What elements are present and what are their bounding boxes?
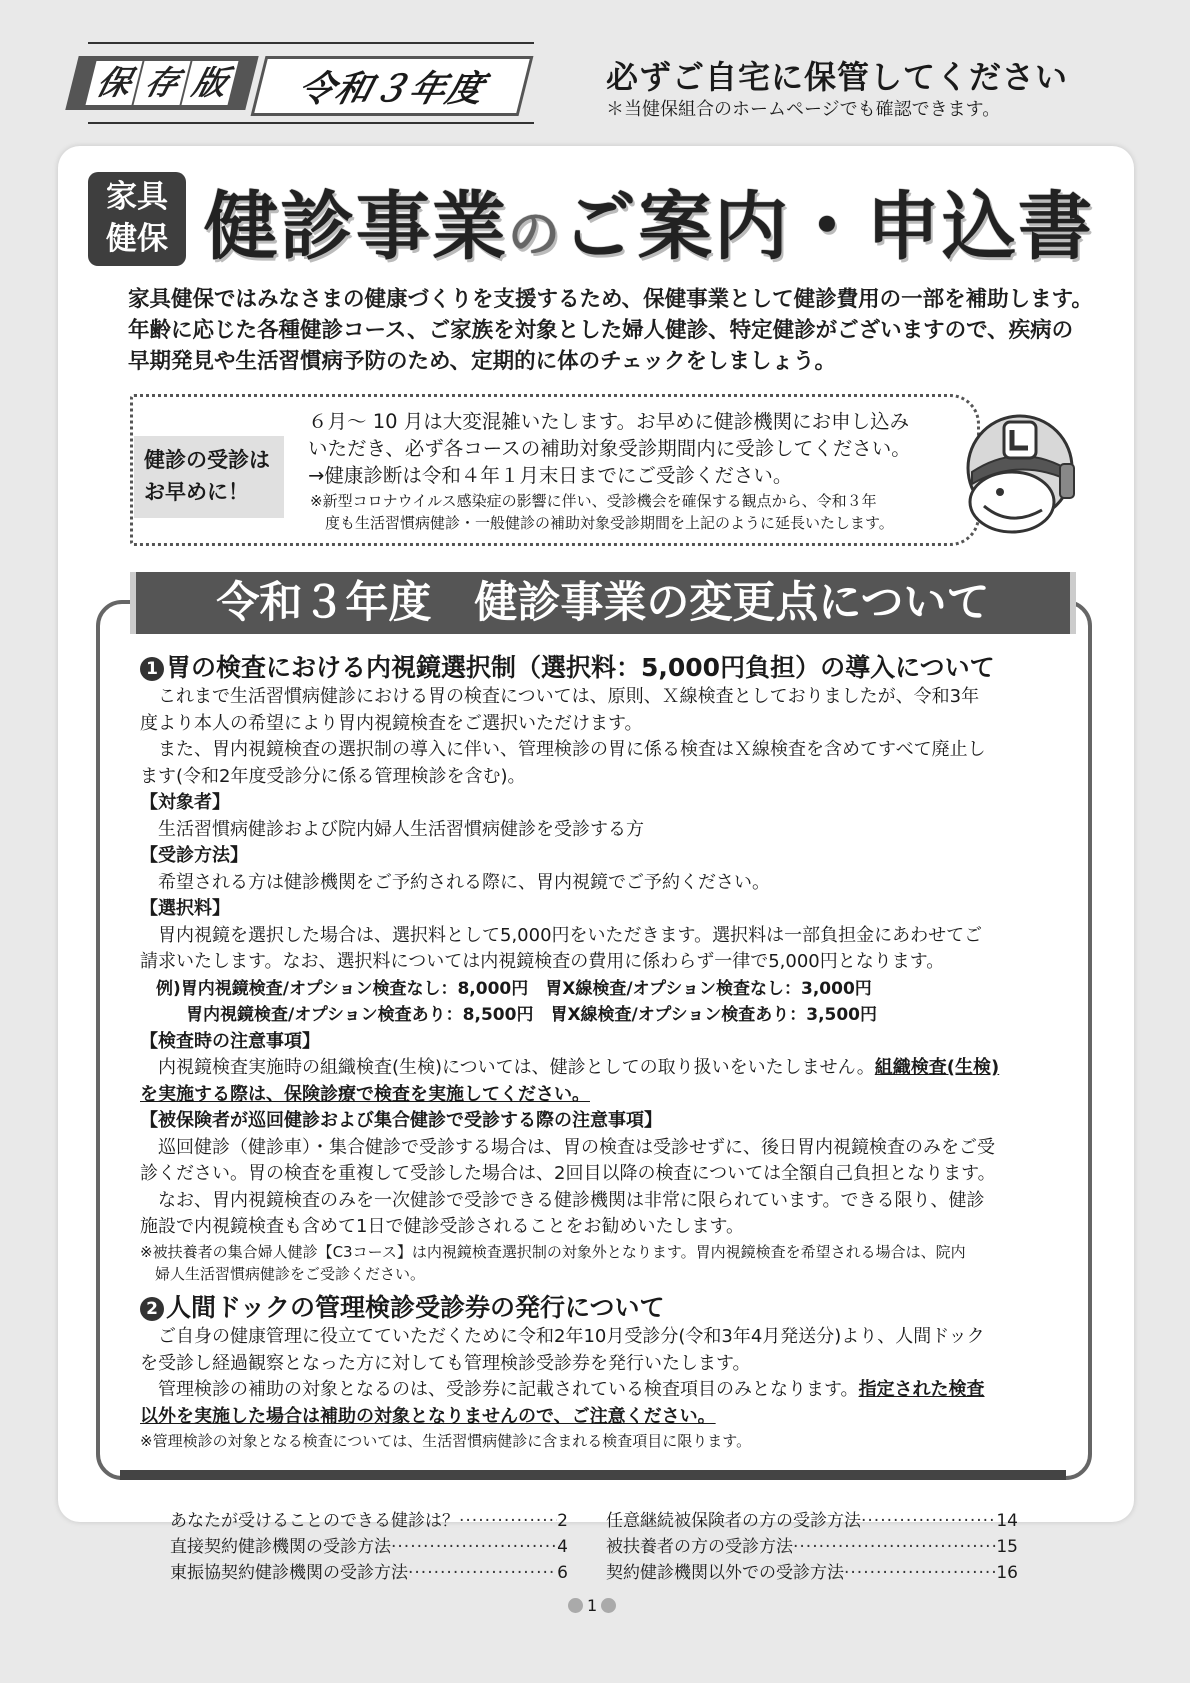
toc-leader [793,1534,996,1560]
page-title-particle: の [508,205,563,265]
section-1-body [140,684,999,1285]
body-line: これまで生活習慣病健診における胃の検査については、原則、Ｘ線検査としておりましたが、令和3年 [140,686,980,707]
toc-item[interactable] [606,1534,1018,1560]
toc-page: 6 [557,1563,568,1583]
page-title-part: 健診事業 [204,184,508,270]
tour-line: 診ください。胃の検査を重複して受診した場合は、2回目以降の検査については全額自己負担となります。 [140,1163,996,1184]
early-notice-label-line: 健診の受診は [144,448,270,472]
fee-heading: 【選択料】 [140,898,230,919]
toc-page: 4 [557,1537,568,1557]
toc-label: 契約健診機関以外での受診方法 [606,1563,844,1583]
toc-leader [408,1560,557,1586]
tour-heading: 【被保険者が巡回健診および集合健診で受診する際の注意事項】 [140,1110,662,1131]
tour-line: なお、胃内視鏡検査のみを一次健診で受診できる健診機関は非常に限られています。できる限り、健診 [140,1189,985,1211]
toc-page: 16 [996,1563,1018,1583]
caution-heading: 【検査時の注意事項】 [140,1030,320,1052]
intro-line: 家具健保ではみなさまの健康づくりを支援するため、保健事業として健診費用の一部を補助します。 [128,287,1093,312]
org-badge-line: 家具 [106,179,168,215]
toc-label: 被扶養者の方の受診方法 [606,1537,793,1557]
fee-example-line: 例)胃内視鏡検査/オプション検査なし：8,000円 胃X線検査/オプション検査なし：3,000円 [156,978,872,999]
toc-page: 14 [996,1511,1018,1531]
section-1-heading [140,648,995,684]
keep-edition-char: 存 [134,61,191,105]
section-2-heading [140,1288,665,1324]
page-dot [568,1598,583,1613]
toc-leader [391,1534,557,1560]
early-notice-line: いただき、必ず各コースの補助対象受診期間内に受診してください。 [308,437,911,460]
toc-item[interactable] [170,1508,568,1534]
early-notice-label-line: お早めに！ [144,480,249,504]
intro-line: 早期発見や生活習慣病予防のため、定期的に体のチェックをしましょう。 [128,349,836,374]
section-1-note: ※被扶養者の集合婦人健診【C3コース】は内視鏡検査選択制の対象外となります。胃内視鏡検査を希望される場合は、院内 [140,1242,966,1261]
tour-line: 巡回健診（健診車）・集合健診で受診する場合は、胃の検査は受診せずに、後日胃内視鏡検査のみをご受 [140,1136,995,1158]
section-1-heading-text: 胃の検査における内視鏡選択制（選択料：5,000円負担）の導入について [166,653,995,682]
toc-right [606,1508,1018,1586]
caution-emphasis: 組織検査(生検) [874,1057,1000,1078]
keep-edition-char: 版 [182,61,239,105]
toc-leader [459,1508,557,1534]
caution-emphasis: を実施する際は、保険診療で検査を実施してください。 [140,1083,590,1105]
early-notice-note [310,490,950,534]
body-line: 度より本人の希望により胃内視鏡検査をご選択いただけます。 [140,712,643,734]
keep-notice: 必ずご自宅に保管してください [606,58,1069,96]
toc-label: あなたが受けることのできる健診は？ [170,1511,459,1531]
tour-line: 施設で内視鏡検査も含めて1日で健診受診されることをお勧めいたします。 [140,1216,745,1237]
early-notice-line: →健康診断は令和４年１月末日までにご受診ください。 [308,464,793,487]
section-2-body [140,1324,985,1452]
fiscal-year-badge [251,56,534,116]
toc-page: 15 [996,1537,1018,1557]
section-number-badge: 2 [140,1297,164,1321]
method-text: 希望される方は健診機関をご予約される際に、胃内視鏡でご予約ください。 [140,871,770,893]
early-notice-note-line: 度も生活習慣病健診・一般健診の補助対象受診期間を上記のように延長いたします。 [310,514,894,532]
early-notice-line: ６月～ 10 月は大変混雑いたします。お早めに健診機関にお申し込み [308,410,910,433]
section-2-heading-text: 人間ドックの管理検診受診券の発行について [166,1293,665,1322]
toc-item[interactable] [170,1560,568,1586]
changes-title: 令和３年度 健診事業の変更点について [130,572,1076,634]
toc-label: 東振協契約健診機関の受診方法 [170,1563,408,1583]
fee-line: 胃内視鏡を選択した場合は、選択料として5,000円をいただきます。選択料は一部負担金にあわせてご [140,924,983,946]
keep-edition-char: 保 [86,61,143,105]
page-number-text: 1 [587,1596,598,1615]
early-notice-text [308,408,948,489]
keep-notice-sub: ＊当健保組合のホームページでも確認できます。 [606,99,1001,120]
body-text: 管理検診の補助の対象となるのは、受診券に記載されている検査項目のみとなります。 [140,1379,859,1400]
body-line: ご自身の健康管理に役立てていただくために令和2年10月受診分(令和3年4月発送分)より、人間ドック [140,1326,985,1347]
section-2-emphasis: 以外を実施した場合は補助の対象となりませんので、ご注意ください。 [140,1405,716,1427]
body-line: また、胃内視鏡検査の選択制の導入に伴い、管理検診の胃に係る検査はＸ線検査を含めてすべて廃止し [140,739,986,760]
changes-bottom-bar [120,1470,1066,1480]
toc-label: 任意継続被保険者の方の受診方法 [606,1511,861,1531]
method-heading: 【受診方法】 [140,845,248,866]
keep-edition-badge [65,56,258,110]
body-line: を受診し経過観察となった方に対しても管理検診受診券を発行いたします。 [140,1352,751,1374]
toc-page: 2 [557,1511,568,1531]
org-badge-line: 健保 [106,221,168,257]
intro-text [128,284,1093,377]
section-2-note: ※管理検診の対象となる検査については、生活習慣病健診に含まれる検査項目に限ります。 [140,1432,752,1450]
fee-example-line: 胃内視鏡検査/オプション検査あり：8,500円 胃X線検査/オプション検査あり：3,500円 [186,1005,878,1025]
section-2-emphasis: 指定された検査 [858,1379,985,1400]
toc-left [170,1508,568,1586]
intro-line: 年齢に応じた各種健診コース、ご家族を対象とした婦人健診、特定健診がございますので、疾病の [128,318,1074,343]
toc-item[interactable] [170,1534,568,1560]
org-badge [88,172,186,266]
toc-label: 直接契約健診機関の受診方法 [170,1537,391,1557]
page-number [568,1596,616,1615]
mascot-helmet-icon [950,410,1080,540]
toc-item[interactable] [606,1508,1018,1534]
page-title [204,168,1094,274]
toc-leader [844,1560,996,1586]
caution-line [140,1055,999,1082]
section-number-badge: 1 [140,657,164,681]
toc-leader [861,1508,996,1534]
early-notice-label [134,436,284,518]
body-line [140,1377,985,1404]
fee-line: 請求いたします。なお、選択料については内視鏡検査の費用に係わらず一律で5,000円となります。 [140,951,945,972]
target-heading: 【対象者】 [140,792,230,813]
body-line: ます(令和2年度受診分に係る管理検診を含む)。 [140,765,526,787]
target-text: 生活習慣病健診および院内婦人生活習慣病健診を受診する方 [140,818,644,840]
page-dot [601,1598,616,1613]
fiscal-year-label: 令和３年度 [293,68,489,110]
page-title-part: ご案内・申込書 [562,184,1095,270]
early-notice-note-line: ※新型コロナウイルス感染症の影響に伴い、受診機会を確保する観点から、令和３年 [310,492,877,510]
caution-text: 内視鏡検査実施時の組織検査(生検)については、健診としての取り扱いをいたしません。 [140,1057,875,1078]
section-1-note: 婦人生活習慣病健診をご受診ください。 [140,1264,426,1283]
toc-item[interactable] [606,1560,1018,1586]
